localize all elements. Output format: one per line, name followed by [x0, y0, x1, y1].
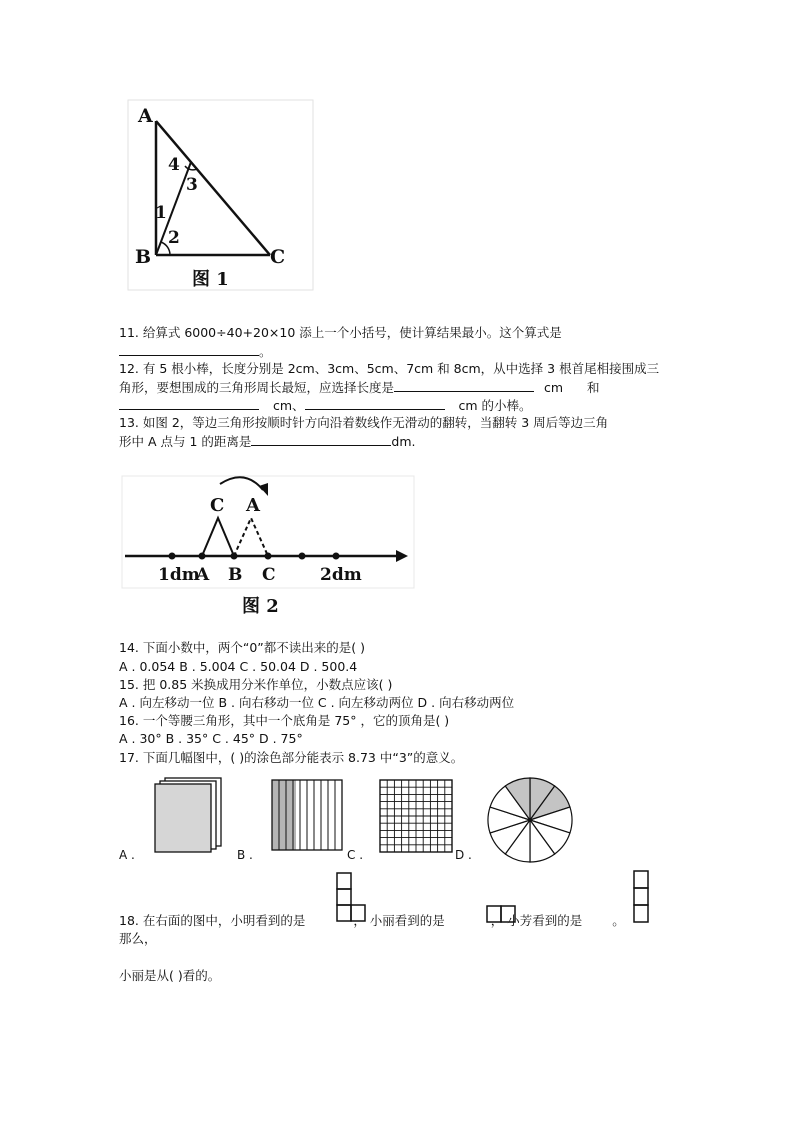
option-b-label[interactable]: B . — [237, 848, 253, 862]
question-16-options — [119, 730, 303, 747]
question-13-text-2: 形中 A 点与 1 的距离是 — [119, 434, 252, 449]
option-a-label[interactable]: A . — [119, 848, 135, 862]
figure-1 — [120, 95, 320, 295]
question-12-text-1: 12. 有 5 根小棒，长度分别是 2cm、3cm、5cm、7cm 和 8cm，从中选择 3 根首尾相接围成三 — [119, 361, 660, 376]
unit-cm: cm — [544, 380, 564, 395]
question-13-text-1: 13. 如图 2，等边三角形按顺时针方向沿着数线作无滑动的翻转，当翻转 3 周后等边三角 — [119, 415, 609, 430]
question-18-text-5: 那么， — [119, 931, 157, 946]
question-11-answer-line — [119, 342, 272, 360]
point-b-label: B — [135, 246, 152, 268]
question-14-options-text[interactable]: A . 0.054 B . 5.004 C . 50.04 D . 500.4 — [119, 659, 358, 674]
view-xiaoming-icon — [333, 870, 369, 926]
question-17-stem — [119, 749, 463, 766]
question-17-figures — [119, 776, 589, 866]
question-11 — [119, 324, 562, 341]
question-11-tail: 。 — [259, 344, 272, 359]
question-14-options — [119, 658, 357, 675]
axis-label-b: B — [228, 565, 243, 585]
axis-label-a: A — [196, 565, 210, 585]
question-18-text-4: 。 — [612, 913, 625, 928]
figure-2 — [120, 470, 420, 620]
option-a-stacked-squares[interactable] — [153, 776, 223, 854]
question-13-tail: dm. — [391, 434, 416, 449]
question-17-text: 17. 下面几幅图中，( )的涂色部分能表示 8.73 中“3”的意义。 — [119, 750, 464, 765]
option-c-label[interactable]: C . — [347, 848, 364, 862]
and-text: 和 — [587, 380, 600, 395]
option-d-circle-sectors[interactable] — [483, 776, 583, 866]
question-18-text-3: ， 小芳看到的是 — [490, 913, 583, 928]
angle-2-label: 2 — [168, 228, 180, 248]
question-14-stem — [119, 639, 365, 656]
axis-label-1dm: 1dm — [158, 565, 200, 585]
question-18-text-1: 18. 在右面的图中，小明看到的是 — [119, 913, 306, 928]
answer-blank[interactable] — [394, 378, 534, 392]
question-12-line-3 — [119, 396, 532, 414]
axis-label-c: C — [262, 565, 276, 585]
question-14-text: 14. 下面小数中，两个“0”都不读出来的是( ) — [119, 640, 365, 655]
question-16-stem — [119, 712, 449, 729]
option-b-column-grid[interactable] — [269, 776, 349, 856]
question-15-options — [119, 694, 514, 711]
answer-blank[interactable] — [119, 396, 259, 410]
question-18-text-6: 小丽是从( )看的。 — [119, 968, 221, 983]
option-c-hundred-grid[interactable] — [377, 776, 457, 856]
question-18-line-2 — [119, 930, 157, 947]
option-d-label[interactable]: D . — [455, 848, 472, 862]
question-18-line-1 — [119, 912, 625, 929]
angle-3-label: 3 — [186, 175, 198, 195]
point-a-label: A — [138, 105, 153, 127]
view-xiaofang-icon — [630, 868, 654, 928]
angle-4-label: 4 — [168, 155, 180, 175]
question-12-tail: cm 的小棒。 — [458, 398, 532, 413]
angle-1-label: 1 — [155, 203, 167, 223]
question-13-line-1 — [119, 414, 608, 431]
axis-label-2dm: 2dm — [320, 565, 362, 585]
figure-2-caption: 图 2 — [242, 596, 279, 617]
question-12-text-2: 角形，要想围成的三角形周长最短，应选择长度是 — [119, 380, 395, 395]
question-16-text: 16. 一个等腰三角形，其中一个底角是 75° ，它的顶角是( ) — [119, 713, 450, 728]
top-label-a: A — [246, 495, 260, 516]
question-15-options-text[interactable]: A . 向左移动一位 B . 向右移动一位 C . 向左移动两位 D . 向右移动两位 — [119, 695, 515, 710]
question-18-text-2: ， 小丽看到的是 — [353, 913, 445, 928]
question-15-stem — [119, 676, 392, 693]
question-11-text: 11. 给算式 6000÷40+20×10 添上一个小括号，使计算结果最小。这个算式是 — [119, 325, 562, 340]
answer-blank[interactable] — [119, 342, 259, 356]
question-13-line-2 — [119, 432, 416, 450]
answer-blank[interactable] — [305, 396, 445, 410]
question-12-line-2 — [119, 378, 600, 396]
top-label-c: C — [210, 495, 225, 516]
point-c-label: C — [270, 246, 286, 268]
answer-blank[interactable] — [251, 432, 391, 446]
question-15-text: 15. 把 0.85 米换成用分米作单位，小数点应该( ) — [119, 677, 393, 692]
unit-cm: cm、 — [272, 398, 305, 413]
figure-1-caption: 图 1 — [192, 269, 229, 290]
question-12-line-1 — [119, 360, 659, 377]
question-16-options-text[interactable]: A . 30° B . 35° C . 45° D . 75° — [119, 731, 303, 746]
view-xiaoli-icon — [484, 902, 518, 926]
question-18-line-3 — [119, 967, 220, 984]
